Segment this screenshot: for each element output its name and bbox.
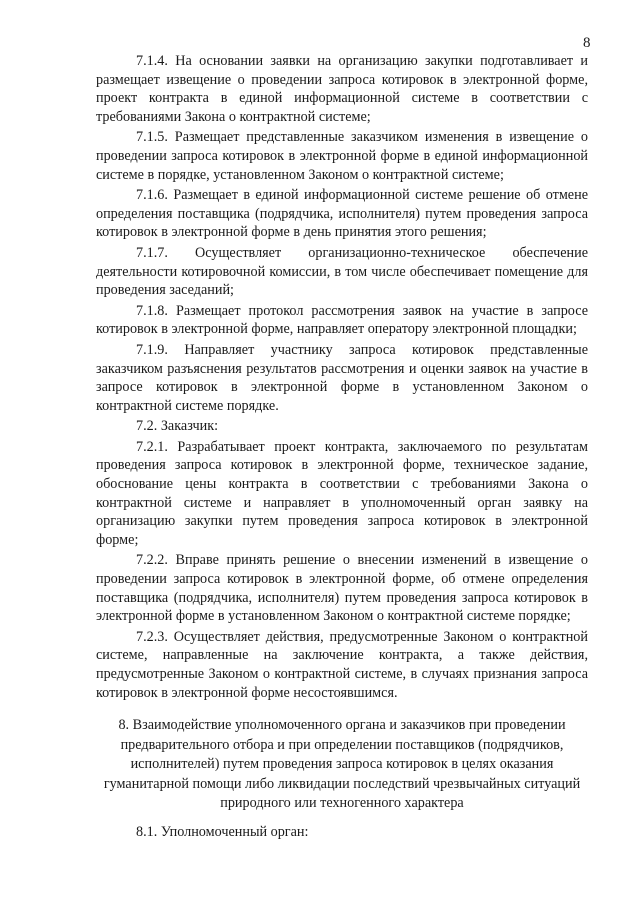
- paragraph-7-1-7: 7.1.7. Осуществляет организационно-техническое обеспечение деятельности котировочной комиссии, в том числе обеспечивает помещение для проведения заседаний;: [96, 244, 588, 299]
- subheading-8-1: 8.1. Уполномоченный орган:: [136, 824, 309, 840]
- paragraph-7-2: 7.2. Заказчик:: [136, 418, 219, 435]
- document-body: [96, 52, 588, 704]
- section-heading: 8. Взаимодействие уполномоченного органа и заказчиков при проведении предварительного отбора и при определении поставщиков (подрядчиков, исполнителей) путем проведения запроса котировок в целях оказания гуманитарной помощи либо ликвидации последствий чрезвычайных ситуаций природного или техногенного характера: [103, 717, 581, 811]
- paragraph-7-2-2: 7.2.2. Вправе принять решение о внесении изменений в извещение о проведении запроса котировок в электронной форме, об отмене определения поставщика (подрядчика, исполнителя) путем проведения запроса котировок в электронной форме в установленном Законом о контрактной системе порядке;: [96, 552, 588, 625]
- paragraph-7-1-5: 7.1.5. Размещает представленные заказчиком изменения в извещение о проведении запроса котировок в электронной форме в единой информационной системе в порядке, установленном Законом о контрактной системе;: [96, 129, 588, 183]
- paragraph-7-1-8: 7.1.8. Размещает протокол рассмотрения заявок на участие в запросе котировок в электронной форме, направляет оператору электронной площадки;: [96, 302, 588, 338]
- paragraph-7-2-1: 7.2.1. Разрабатывает проект контракта, заключаемого по результатам проведения запроса котировок в электронной форме, техническое задание, обоснование цены контракта в соответствии с требованиями Закона о контрактной системе и направляет в уполномоченный орган заявку на организацию закупки путем проведения запроса котировок в электронной форме;: [96, 438, 588, 548]
- page-number: 8: [583, 35, 591, 51]
- paragraph-7-1-4: 7.1.4. На основании заявки на организацию закупки подготавливает и размещает извещение о проведении запроса котировок в электронной форме, проект контракта в единой информационной системе в соответствии с требованиями Закона о контрактной системе;: [96, 53, 588, 125]
- paragraph-7-1-9: 7.1.9. Направляет участнику запроса котировок представленные заказчиком разъяснения результатов рассмотрения и оценки заявок на участие в запросе котировок в электронной форме в установленном Законом о контрактной системе порядке.: [96, 341, 588, 414]
- paragraph-7-1-6: 7.1.6. Размещает в единой информационной системе решение об отмене определения поставщика (подрядчика, исполнителя) путем проведения запроса котировок в электронной форме в день принятия этого решения;: [96, 187, 588, 241]
- paragraph-7-2-3: 7.2.3. Осуществляет действия, предусмотренные Законом о контрактной системе, направленные на заключение контракта, а также действия, предусмотренные Законом о контрактной системе, в случаях признания запроса котировок в электронной форме несостоявшимся.: [96, 628, 588, 701]
